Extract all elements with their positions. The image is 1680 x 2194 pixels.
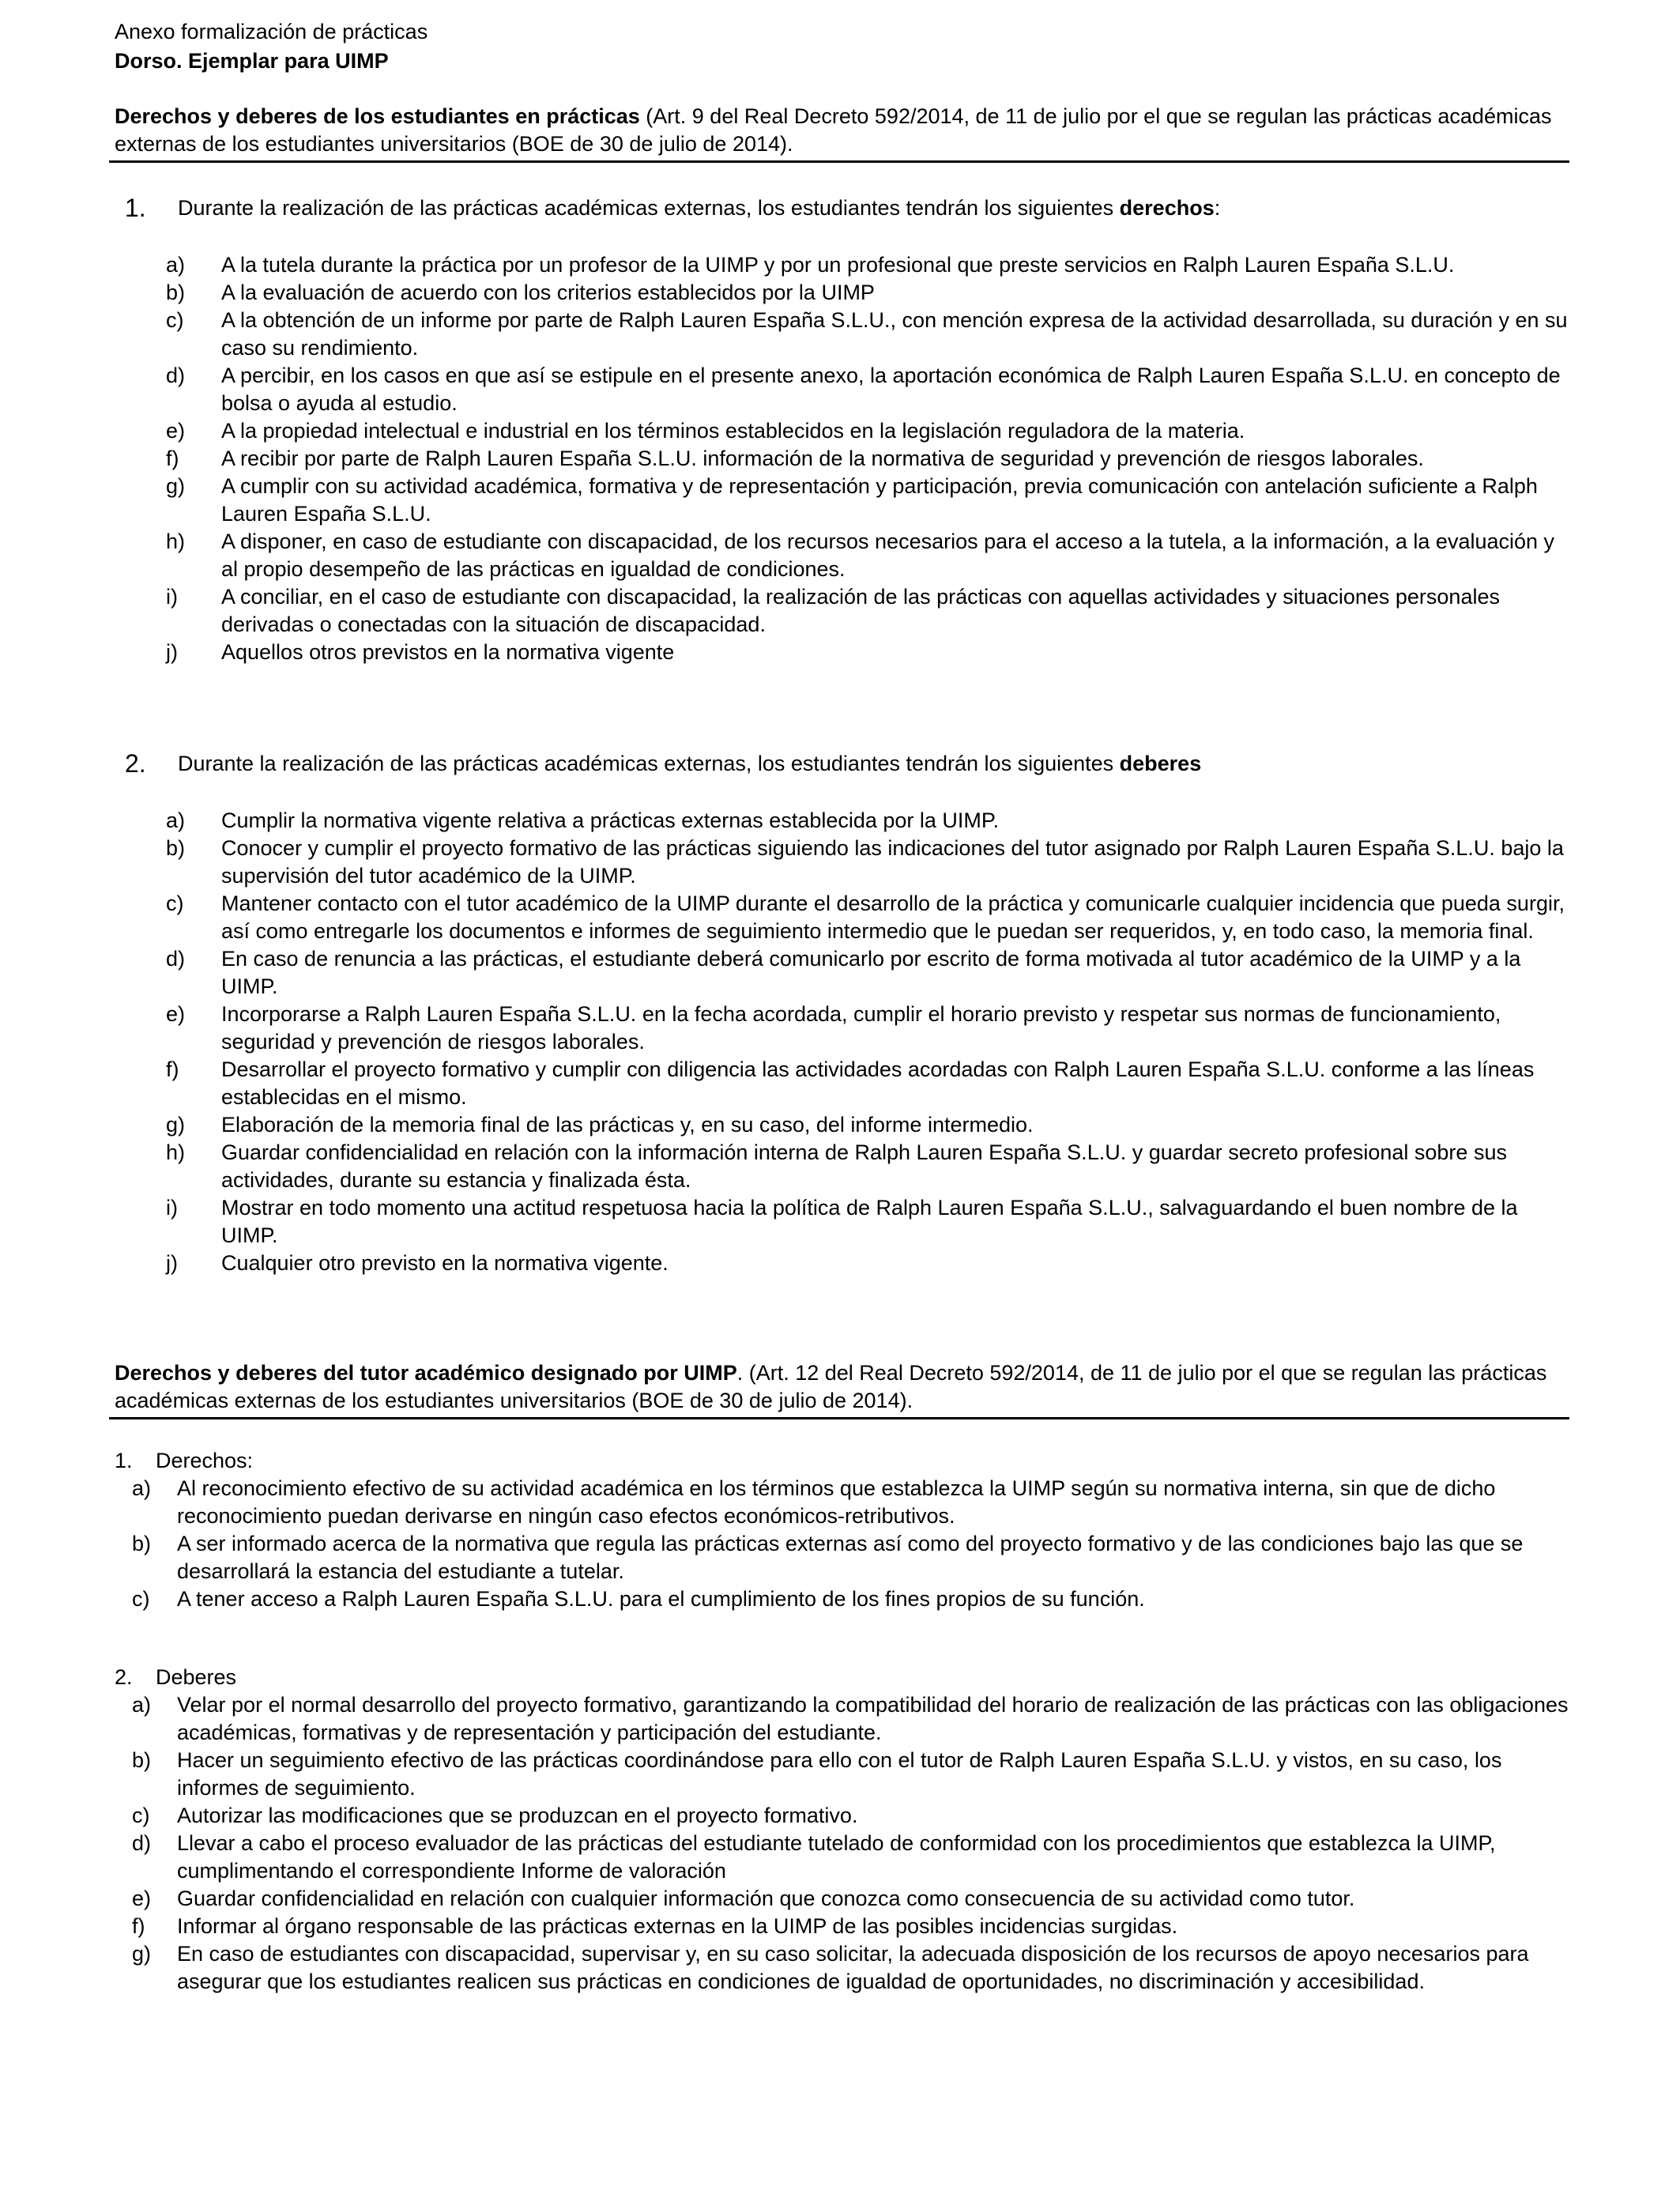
item-letter: b)	[132, 1532, 152, 1555]
list-item	[132, 1585, 1578, 1613]
item-text: A percibir, en los casos en que así se estipule en el presente anexo, la aportación económica de Ralph Lauren España S.L.U. en concepto de bolsa o ayuda al estudio.	[221, 364, 1561, 415]
item-letter: d)	[132, 1831, 152, 1855]
list-item	[132, 1747, 1578, 1802]
item-letter: d)	[166, 947, 186, 971]
item-text: En caso de renuncia a las prácticas, el estudiante deberá comunicarlo por escrito de forma motivada al tutor académico de la UIMP y a la UIMP.	[221, 947, 1521, 998]
list-item	[166, 807, 1573, 835]
tutor-duties-number: 2.	[115, 1665, 133, 1689]
list-item	[166, 890, 1573, 945]
item-text: Cumplir la normativa vigente relativa a prácticas externas establecida por la UIMP.	[221, 809, 999, 832]
tutor-heading-bold: Derechos y deberes del tutor académico designado por UIMP	[115, 1361, 737, 1385]
item-letter: e)	[166, 419, 186, 443]
students-rights-intro-text: Durante la realización de las prácticas académicas externas, los estudiantes tendrán los siguientes	[178, 196, 1120, 220]
item-text: Guardar confidencialidad en relación con cualquier información que conozca como consecuencia de su actividad como tutor.	[177, 1887, 1355, 1910]
item-letter: a)	[166, 253, 186, 277]
item-text: Conocer y cumplir el proyecto formativo de las prácticas siguiendo las indicaciones del tutor asignado por Ralph Lauren España S.L.U. bajo la supervisión del tutor académico de la UIMP.	[221, 836, 1564, 888]
tutor-rights-label: Derechos:	[156, 1449, 254, 1472]
item-text: Mostrar en todo momento una actitud respetuosa hacia la política de Ralph Lauren España S.L.U., salvaguardando el buen nombre de la UIMP.	[221, 1196, 1518, 1247]
item-letter: c)	[132, 1587, 150, 1611]
item-letter: i)	[166, 1196, 178, 1220]
tutor-rights-number: 1.	[115, 1449, 133, 1472]
item-text: A la propiedad intelectual e industrial en los términos establecidos en la legislación reguladora de la materia.	[221, 419, 1245, 443]
item-text: Cualquier otro previsto en la normativa vigente.	[221, 1251, 669, 1275]
list-item	[166, 1001, 1573, 1056]
item-letter: a)	[132, 1693, 152, 1717]
tutor-duties-list	[132, 1691, 1578, 1996]
students-duties-number: 2.	[125, 749, 146, 778]
item-letter: f)	[166, 447, 179, 470]
list-item	[166, 583, 1573, 639]
item-letter: j)	[166, 1251, 178, 1275]
list-item	[166, 1250, 1573, 1277]
students-rights-list	[166, 251, 1573, 666]
item-letter: h)	[166, 530, 186, 553]
item-letter: g)	[166, 1113, 186, 1137]
item-text: Llevar a cabo el proceso evaluador de las prácticas del estudiante tutelado de conformidad con los procedimientos que establezca la UIMP, cumplimentando el correspondiente Informe de valoración	[177, 1831, 1496, 1883]
students-duties-intro-text: Durante la realización de las prácticas académicas externas, los estudiantes tendrán los siguientes	[178, 752, 1120, 775]
item-letter: f)	[166, 1057, 179, 1081]
item-text: Desarrollar el proyecto formativo y cumplir con diligencia las actividades acordadas con Ralph Lauren España S.L.U. conforme a las líneas establecidas en el mismo.	[221, 1057, 1535, 1109]
students-heading-bold: Derechos y deberes de los estudiantes en prácticas	[115, 104, 640, 128]
item-letter: g)	[166, 474, 186, 498]
item-letter: f)	[132, 1914, 145, 1938]
item-text: Al reconocimiento efectivo de su actividad académica en los términos que establezca la UIMP según su normativa interna, sin que de dicho reconocimiento puedan derivarse en ningún caso efectos económicos-retributivos.	[177, 1476, 1496, 1528]
list-item	[132, 1913, 1578, 1940]
list-item	[132, 1802, 1578, 1830]
copy-label: Dorso. Ejemplar para UIMP	[115, 49, 389, 73]
list-item	[132, 1885, 1578, 1913]
list-item	[166, 445, 1573, 473]
item-text: A la tutela durante la práctica por un profesor de la UIMP y por un profesional que preste servicios en Ralph Lauren España S.L.U.	[221, 253, 1455, 277]
item-text: Incorporarse a Ralph Lauren España S.L.U. en la fecha acordada, cumplir el horario previsto y respetar sus normas de funcionamiento, seguridad y prevención de riesgos laborales.	[221, 1002, 1501, 1054]
list-item	[166, 473, 1573, 528]
list-item	[166, 1111, 1573, 1139]
item-letter: g)	[132, 1942, 152, 1966]
list-item	[166, 251, 1573, 279]
list-item	[132, 1691, 1578, 1747]
annex-title: Anexo formalización de prácticas	[115, 20, 428, 43]
item-text: A tener acceso a Ralph Lauren España S.L.U. para el cumplimiento de los fines propios de su función.	[177, 1587, 1145, 1611]
list-item	[166, 1194, 1573, 1250]
item-text: A ser informado acerca de la normativa que regula las prácticas externas así como del proyecto formativo y de las condiciones bajo las que se desarrollará la estancia del estudiante a tutelar.	[177, 1532, 1524, 1583]
students-rights-number: 1.	[125, 194, 146, 222]
item-letter: e)	[132, 1887, 152, 1910]
item-letter: b)	[166, 281, 186, 304]
item-text: Aquellos otros previstos en la normativa vigente	[221, 640, 675, 664]
students-rights-intro-end: :	[1214, 196, 1221, 220]
students-duties-intro	[178, 750, 1569, 778]
list-item	[132, 1940, 1578, 1996]
list-item	[132, 1830, 1578, 1885]
item-letter: c)	[166, 308, 184, 332]
item-text: Hacer un seguimiento efectivo de las prácticas coordinándose para ello con el tutor de Ralph Lauren España S.L.U. y vistos, en su caso, los informes de seguimiento.	[177, 1748, 1502, 1800]
item-text: Autorizar las modificaciones que se produzcan en el proyecto formativo.	[177, 1804, 858, 1827]
list-item	[166, 307, 1573, 362]
tutor-duties-label: Deberes	[156, 1665, 237, 1689]
item-text: Velar por el normal desarrollo del proyecto formativo, garantizando la compatibilidad del horario de realización de las prácticas con las obligaciones académicas, formativas y de representación y participación del estudiante.	[177, 1693, 1569, 1744]
tutor-duties-heading	[115, 1664, 236, 1691]
tutor-rights-list	[132, 1475, 1578, 1613]
item-letter: b)	[132, 1748, 152, 1772]
item-text: A cumplir con su actividad académica, formativa y de representación y participación, previa comunicación con antelación suficiente a Ralph Lauren España S.L.U.	[221, 474, 1538, 526]
item-letter: c)	[132, 1804, 150, 1827]
list-item	[166, 528, 1573, 583]
item-text: A disponer, en caso de estudiante con discapacidad, de los recursos necesarios para el acceso a la tutela, a la información, a la evaluación y al propio desempeño de las prácticas en igualdad de condiciones.	[221, 530, 1555, 581]
students-rights-intro	[178, 194, 1569, 222]
item-text: A la evaluación de acuerdo con los criterios establecidos por la UIMP	[221, 281, 875, 304]
list-item	[132, 1475, 1578, 1530]
students-duties-keyword: deberes	[1119, 752, 1202, 775]
item-letter: e)	[166, 1002, 186, 1026]
list-item	[166, 1139, 1573, 1194]
item-letter: a)	[132, 1476, 152, 1500]
item-letter: c)	[166, 892, 184, 915]
item-text: A recibir por parte de Ralph Lauren España S.L.U. información de la normativa de seguridad y prevención de riesgos laborales.	[221, 447, 1424, 470]
list-item	[166, 1056, 1573, 1111]
item-letter: d)	[166, 364, 186, 387]
item-text: A la obtención de un informe por parte de Ralph Lauren España S.L.U., con mención expresa de la actividad desarrollada, su duración y en su caso su rendimiento.	[221, 308, 1568, 360]
students-duties-list	[166, 807, 1573, 1277]
list-item	[166, 279, 1573, 307]
item-letter: a)	[166, 809, 186, 832]
item-letter: b)	[166, 836, 186, 860]
item-text: Mantener contacto con el tutor académico de la UIMP durante el desarrollo de la práctica y comunicarle cualquier incidencia que pueda surgir, así como entregarle los documentos e informes de seguimiento intermedio que le puedan ser requeridos, y, en todo caso, la memoria final.	[221, 892, 1565, 943]
item-text: A conciliar, en el caso de estudiante con discapacidad, la realización de las prácticas con aquellas actividades y situaciones personales derivadas o conectadas con la situación de discapacidad.	[221, 585, 1500, 636]
section-divider	[109, 160, 1569, 163]
item-text: Informar al órgano responsable de las prácticas externas en la UIMP de las posibles incidencias surgidas.	[177, 1914, 1178, 1938]
list-item	[166, 639, 1573, 666]
section-divider	[109, 1417, 1569, 1419]
item-text: Guardar confidencialidad en relación con la información interna de Ralph Lauren España S.L.U. y guardar secreto profesional sobre sus actividades, durante su estancia y finalizada ésta.	[221, 1140, 1507, 1192]
list-item	[166, 945, 1573, 1001]
item-text: Elaboración de la memoria final de las prácticas y, en su caso, del informe intermedio.	[221, 1113, 1034, 1137]
tutor-heading-reference: . (Art. 12 del Real Decreto 592/2014, de 11 de julio por el que se regulan las prácticas académicas externas de los estudiantes universitarios (BOE de 30 de julio de 2014).	[115, 1361, 1547, 1412]
tutor-section-heading	[115, 1359, 1576, 1415]
list-item	[132, 1530, 1578, 1585]
item-text: En caso de estudiantes con discapacidad, supervisar y, en su caso solicitar, la adecuada disposición de los recursos de apoyo necesarios para asegurar que los estudiantes realicen sus prácticas en condiciones de igualdad de oportunidades, no discriminación y accesibilidad.	[177, 1942, 1529, 1993]
item-letter: h)	[166, 1140, 186, 1164]
tutor-rights-heading	[115, 1447, 253, 1475]
item-letter: i)	[166, 585, 178, 609]
students-section-heading	[115, 103, 1576, 158]
students-rights-keyword: derechos	[1119, 196, 1215, 220]
list-item	[166, 835, 1573, 890]
list-item	[166, 417, 1573, 445]
list-item	[166, 362, 1573, 417]
students-heading-reference: (Art. 9 del Real Decreto 592/2014, de 11 de julio por el que se regulan las prácticas académicas externas de los estudiantes universitarios (BOE de 30 de julio de 2014).	[115, 104, 1552, 156]
item-letter: j)	[166, 640, 178, 664]
